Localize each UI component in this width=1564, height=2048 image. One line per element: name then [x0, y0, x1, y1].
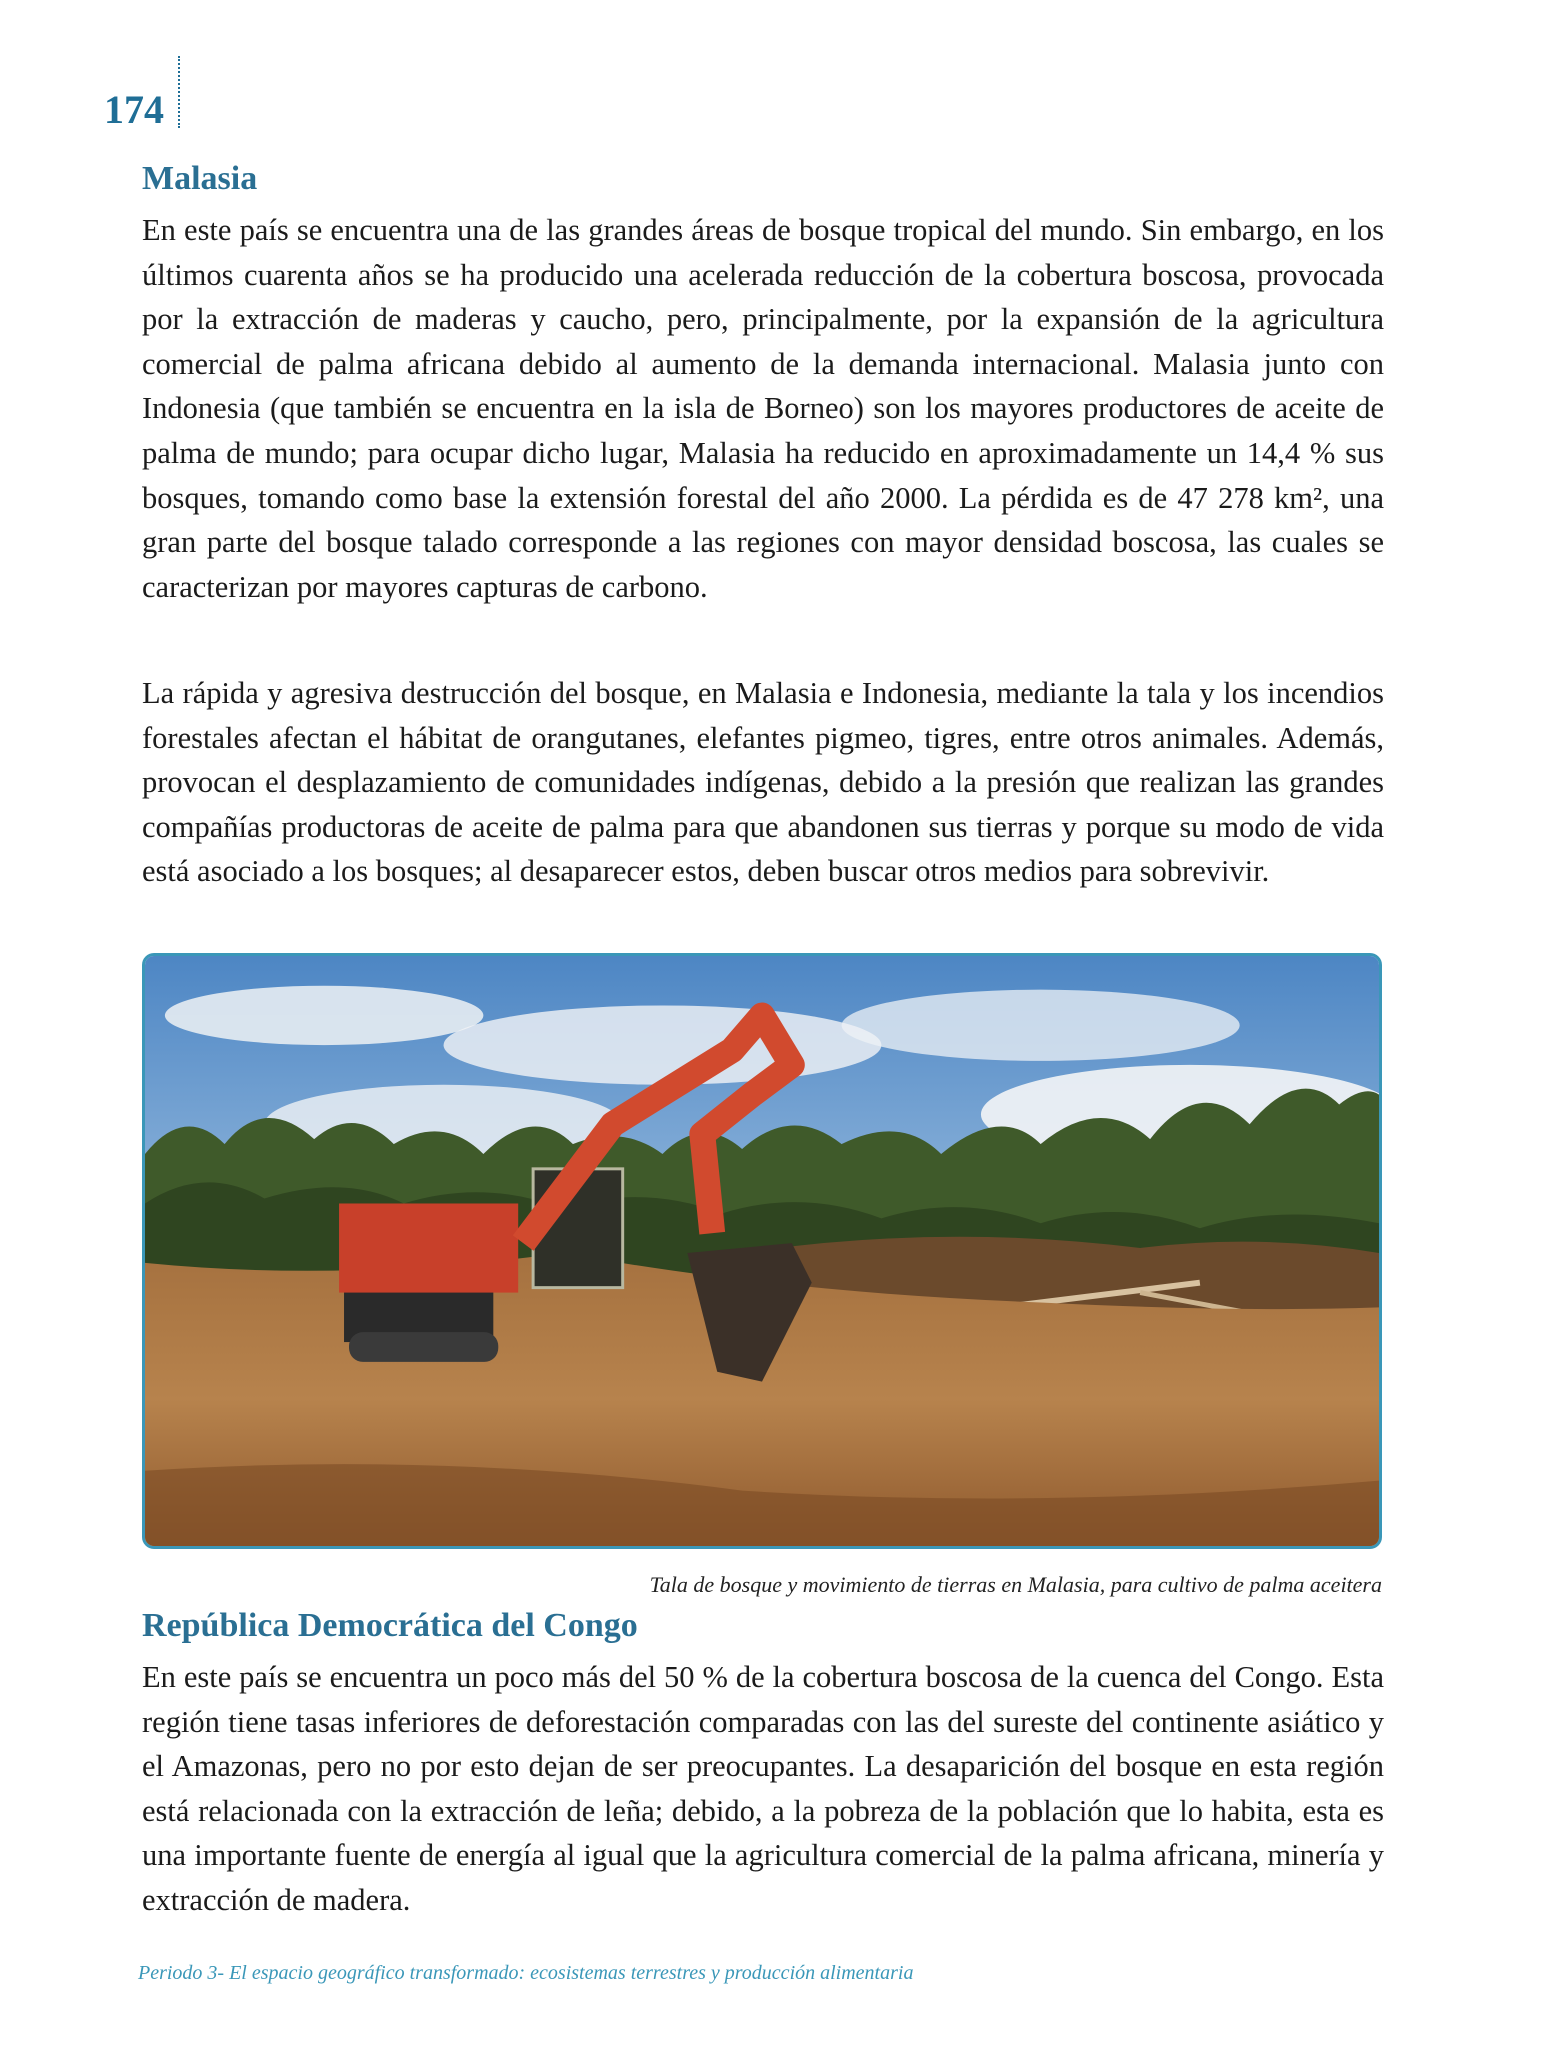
page-footer: Periodo 3- El espacio geográfico transformado: ecosistemas terrestres y producción alimentaria — [138, 1962, 914, 1984]
section-heading-congo: República Democrática del Congo — [142, 1607, 638, 1644]
page-number-divider — [178, 56, 180, 128]
page-number: 174 — [104, 87, 164, 132]
photo-caption: Tala de bosque y movimiento de tierras en Malasia, para cultivo de palma aceitera — [649, 1572, 1382, 1597]
paragraph-malasia-2: La rápida y agresiva destrucción del bosque, en Malasia e Indonesia, mediante la tala y los incendios forestales afectan el hábitat de orangutanes, elefantes pigmeo, tigres, entre otros animales. Además, provocan el desplazamiento de comunidades indígenas, debido a la presión que realizan las grandes compañías productoras de aceite de palma para que abandonen sus tierras y porque su modo de vida está asociado a los bosques; al desaparecer estos, deben buscar otros medios para sobrevivir. — [142, 676, 1384, 889]
photo-excavator-deforestation — [142, 953, 1382, 1549]
photo-illustration — [145, 956, 1379, 1546]
paragraph-malasia-1: En este país se encuentra una de las grandes áreas de bosque tropical del mundo. Sin embargo, en los últimos cuarenta años se ha producido una acelerada reducción de la cobertura boscosa, provocada por la extracción de maderas y caucho, pero, principalmente, por la expansión de la agricultura comercial de palma africana debido al aumento de la demanda internacional. Malasia junto con Indonesia (que también se encuentra en la isla de Borneo) son los mayores productores de aceite de palma de mundo; para ocupar dicho lugar, Malasia ha reducido en aproximadamente un 14,4 % sus bosques, tomando como base la extensión forestal del año 2000. La pérdida es de 47 278 km², una gran parte del bosque talado corresponde a las regiones con mayor densidad boscosa, las cuales se caracterizan por mayores capturas de carbono. — [142, 213, 1384, 604]
section-heading-malasia: Malasia — [142, 160, 258, 197]
paragraph-congo-1: En este país se encuentra un poco más del 50 % de la cobertura boscosa de la cuenca del Congo. Esta región tiene tasas inferiores de deforestación comparadas con las del sureste del continente asiático y el Amazonas, pero no por esto dejan de ser preocupantes. La desaparición del bosque en esta región está relacionada con la extracción de leña; debido, a la pobreza de la población que lo habita, esta es una importante fuente de energía al igual que la agricultura comercial de la palma africana, minería y extracción de madera. — [142, 1660, 1384, 1917]
